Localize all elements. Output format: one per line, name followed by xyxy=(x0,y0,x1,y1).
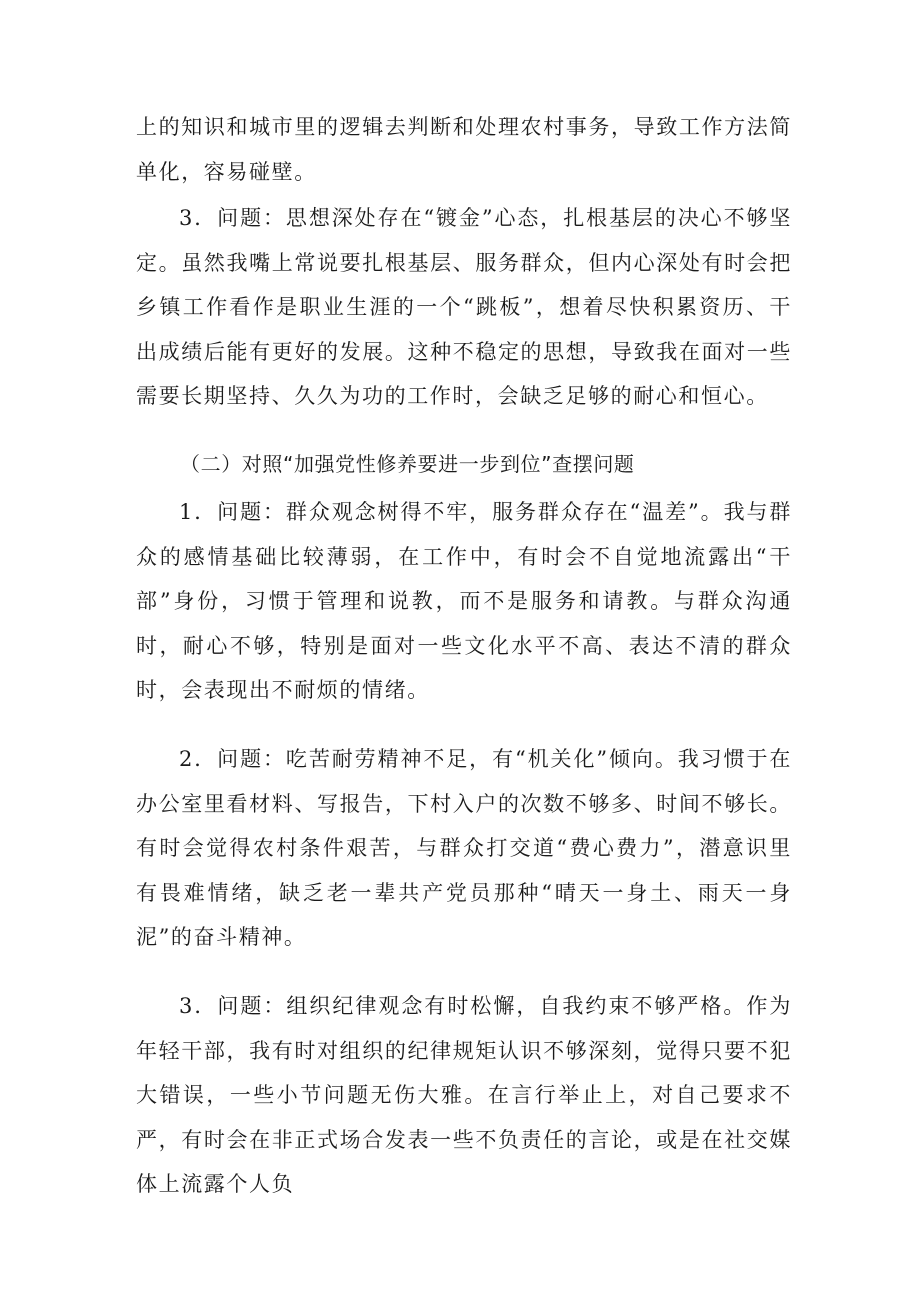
section-paragraph-3: 3．问题：组织纪律观念有时松懈，自我约束不够严格。作为年轻干部，我有时对组织的纪律规矩认识不够深刻，觉得只要不犯大错误，一些小节问题无伤大雅。在言行举止上，对自己要求不严，有时会在非正式场合发表一些不负责任的言论，或是在社交媒体上流露个人负 xyxy=(136,994,792,1196)
section-paragraph-2: 2．问题：吃苦耐劳精神不足，有“机关化”倾向。我习惯于在办公室里看材料、写报告，下村入户的次数不够多、时间不够长。有时会觉得农村条件艰苦，与群众打交道“费心费力”，潜意识里有畏难情绪，缺乏老一辈共产党员那种“晴天一身土、雨天一身泥”的奋斗精神。 xyxy=(136,747,792,949)
section-paragraph-1: 1．问题：群众观念树得不牢，服务群众存在“温差”。我与群众的感情基础比较薄弱，在工作中，有时会不自觉地流露出“干部”身份，习惯于管理和说教，而不是服务和请教。与群众沟通时，耐心不够，特别是面对一些文化水平不高、表达不清的群众时，会表现出不耐烦的情绪。 xyxy=(136,500,792,702)
section-heading: （二）对照“加强党性修养要进一步到位”查摆问题 xyxy=(180,452,635,476)
paragraph-problem-3: 3．问题：思想深处存在“镀金”心态，扎根基层的决心不够坚定。虽然我嘴上常说要扎根基层、服务群众，但内心深处有时会把乡镇工作看作是职业生涯的一个“跳板”，想着尽快积累资历、干出成绩后能有更好的发展。这种不稳定的思想，导致我在面对一些需要长期坚持、久久为功的工作时，会缺乏足够的耐心和恒心。 xyxy=(136,206,792,408)
paragraph-continued: 上的知识和城市里的逻辑去判断和处理农村事务，导致工作方法简单化，容易碰壁。 xyxy=(136,115,792,184)
